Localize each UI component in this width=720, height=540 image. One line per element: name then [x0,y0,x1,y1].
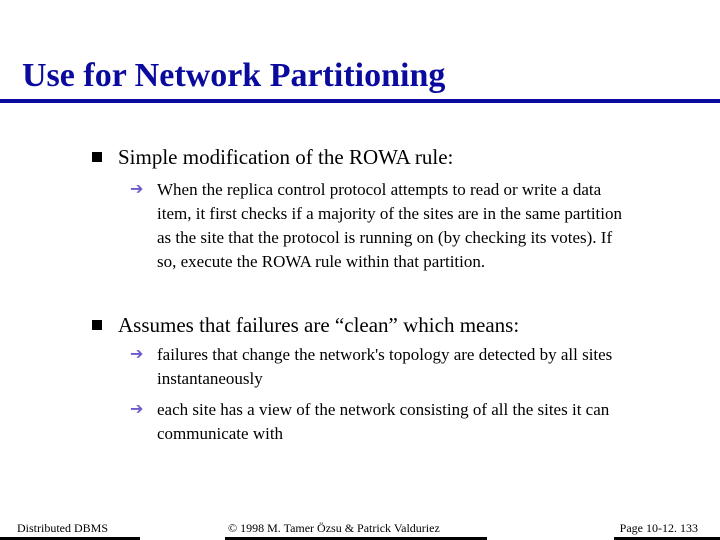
slide-title: Use for Network Partitioning [22,57,446,94]
bullet-1-subpoint-1: When the replica control protocol attempts to read or write a data item, it first checks if a majority of the sites are in the same partition as the site that the protocol is running on (by checking its votes). If so, execute the ROWA rule within that partition. [157,180,623,271]
footer-copyright: © 1998 M. Tamer Özsu & Patrick Valduriez [228,521,440,535]
bullet-square-icon [92,152,102,162]
footer-course-name: Distributed DBMS [17,521,109,535]
bullet-square-icon [92,320,102,330]
bullet-1-text: Simple modification of the ROWA rule: [118,145,454,169]
bullet-2-subpoint-1: failures that change the network's topology are detected by all sites instantaneously [157,345,613,388]
bullet-2-text: Assumes that failures are “clean” which means: [118,313,520,337]
bullet-2-subpoint-2: each site has a view of the network consisting of all the sites it can communicate with [157,400,610,443]
title-underline [0,99,720,103]
arrow-right-icon: ➔ [130,181,144,198]
footer-page-number: Page 10-12. 133 [619,521,698,535]
arrow-right-icon: ➔ [130,346,144,363]
arrow-right-icon: ➔ [130,401,144,418]
